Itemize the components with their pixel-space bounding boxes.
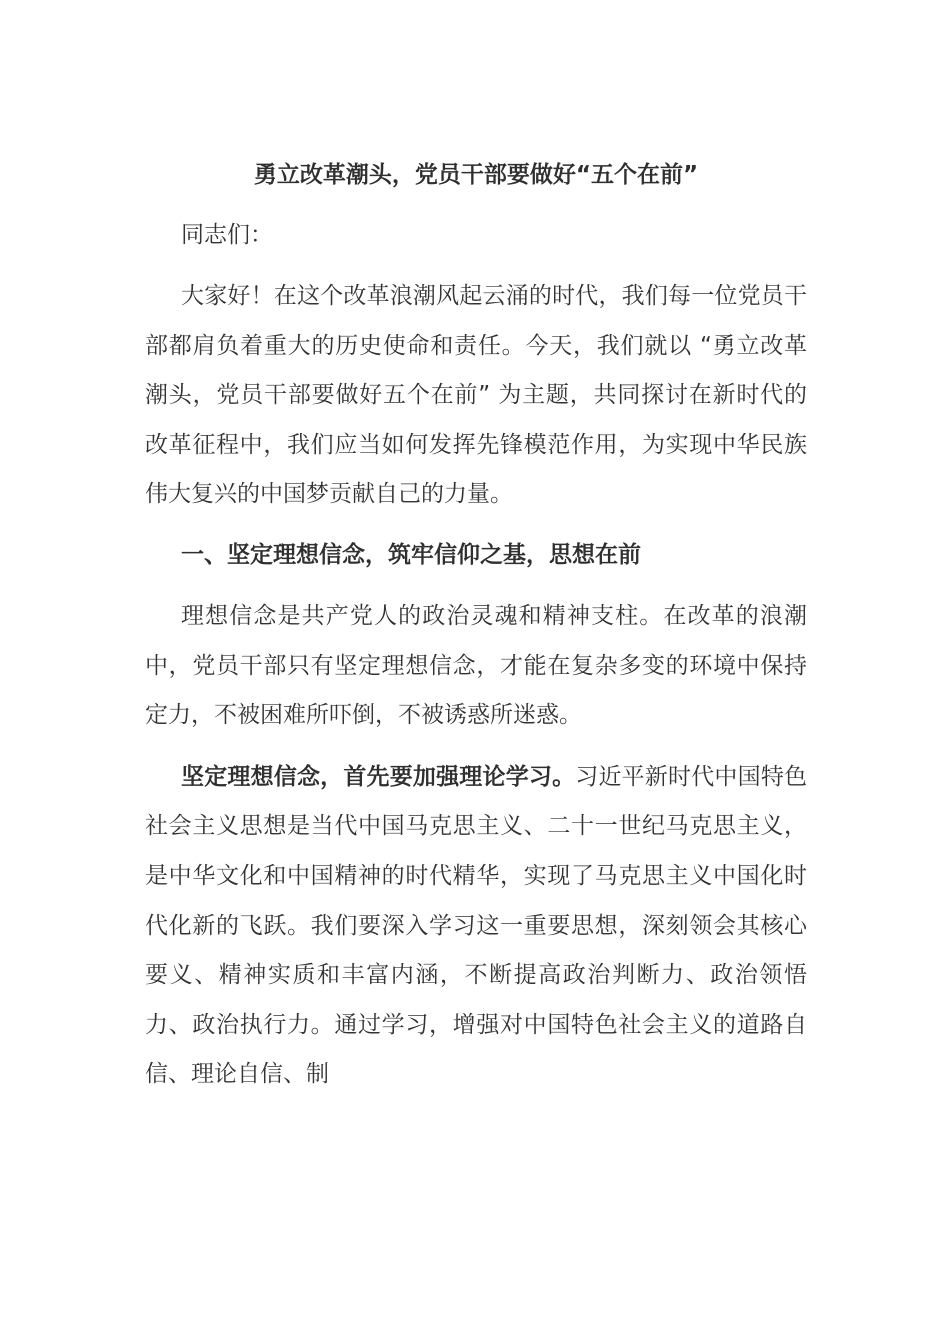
section-1-paragraph-1: 理想信念是共产党人的政治灵魂和精神支柱。在改革的浪潮中，党员干部只有坚定理想信念，才能在复杂多变的环境中保持定力，不被困难所吓倒，不被诱惑所迷惑。: [145, 602, 807, 729]
salutation: 同志们：: [181, 222, 273, 248]
section-1-paragraph-2-lead: 坚定理想信念，首先要加强理论学习。: [181, 763, 576, 790]
section-1-paragraph-2: [145, 753, 807, 1100]
document-body: [145, 150, 807, 1100]
document-title: 勇立改革潮头，党员干部要做好“五个在前”: [253, 162, 699, 188]
section-1-paragraph-2-body: 习近平新时代中国特色社会主义思想是当代中国马克思主义、二十一世纪马克思主义，是中华文化和中国精神的时代精华，实现了马克思主义中国化时代化新的飞跃。我们要深入学习这一重要思想，深刻领会其核心要义、精神实质和丰富内涵，不断提高政治判断力、政治领悟力、政治执行力。通过学习，增强对中国特色社会主义的道路自信、理论自信、制: [145, 763, 808, 1088]
intro-paragraph: 大家好！在这个改革浪潮风起云涌的时代，我们每一位党员干部都肩负着重大的历史使命和责任。今天，我们就以 “勇立改革潮头，党员干部要做好五个在前” 为主题，共同探讨在新时代的改革征程中，我们应当如何发挥先锋模范作用，为实现中华民族伟大复兴的中国梦贡献自己的力量。: [145, 283, 807, 508]
section-1-heading: 一、坚定理想信念，筑牢信仰之基，思想在前: [181, 541, 641, 568]
